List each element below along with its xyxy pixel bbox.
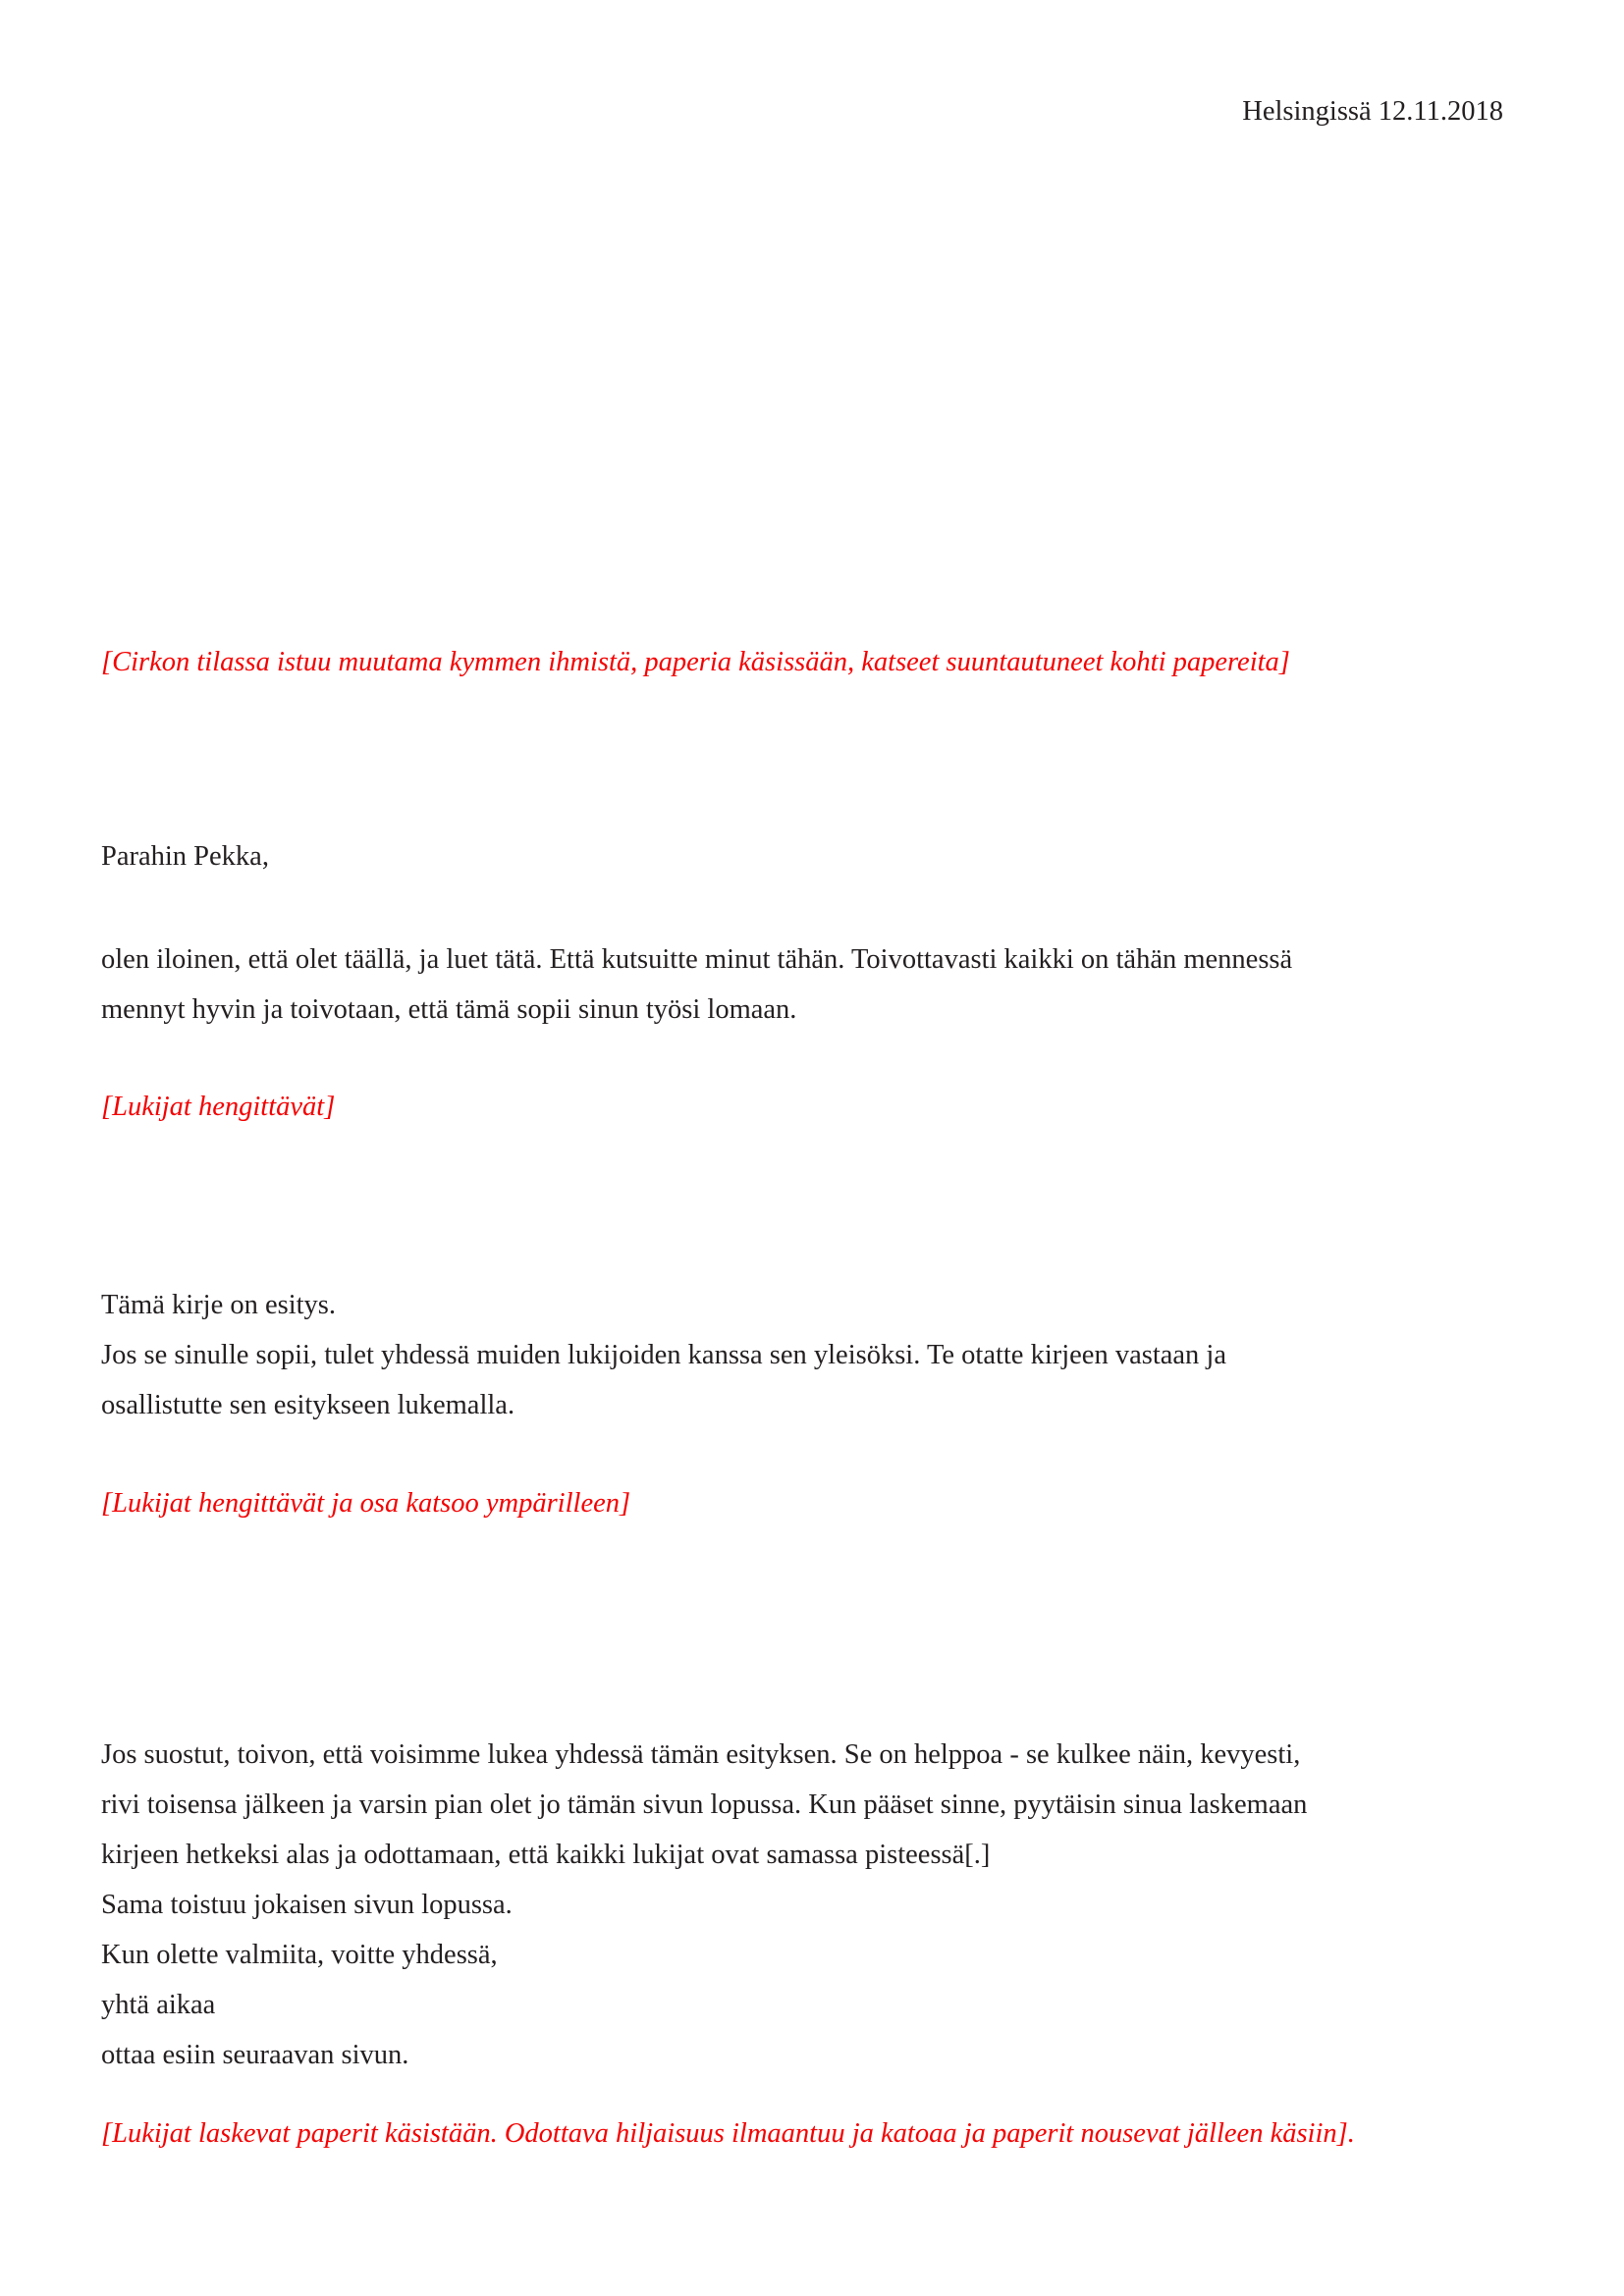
- paragraph-2-line-2: Jos se sinulle sopii, tulet yhdessä muiden lukijoiden kanssa sen yleisöksi. Te otatte kirjeen vastaan ja: [101, 1340, 1226, 1370]
- paragraph-1-line-2: mennyt hyvin ja toivotaan, että tämä sopii sinun työsi lomaan.: [101, 994, 797, 1025]
- paragraph-2-line-3: osallistutte sen esitykseen lukemalla.: [101, 1390, 515, 1420]
- paragraph-3-line-3: kirjeen hetkeksi alas ja odottamaan, että kaikki lukijat ovat samassa pisteessä[.]: [101, 1840, 991, 1870]
- stage-direction-4: [Lukijat laskevat paperit käsistään. Odottava hiljaisuus ilmaantuu ja katoaa ja paperit nousevat jälleen käsiin].: [101, 2118, 1355, 2149]
- paragraph-3: [101, 1730, 1307, 2080]
- paragraph-2: [101, 1280, 1226, 1430]
- dateline: Helsingissä 12.11.2018: [1242, 96, 1503, 127]
- stage-direction-1: [Cirkon tilassa istuu muutama kymmen ihmistä, paperia käsissään, katseet suuntautuneet kohti papereita]: [101, 647, 1290, 677]
- stage-direction-2: [Lukijat hengittävät]: [101, 1092, 336, 1122]
- paragraph-3-line-7: ottaa esiin seuraavan sivun.: [101, 2040, 409, 2070]
- paragraph-2-line-1: Tämä kirje on esitys.: [101, 1290, 337, 1320]
- paragraph-3-line-4: Sama toistuu jokaisen sivun lopussa.: [101, 1890, 513, 1920]
- paragraph-1-line-1: olen iloinen, että olet täällä, ja luet tätä. Että kutsuitte minut tähän. Toivottavasti kaikki on tähän mennessä: [101, 944, 1293, 975]
- stage-direction-3: [Lukijat hengittävät ja osa katsoo ympärilleen]: [101, 1488, 631, 1519]
- paragraph-3-line-6: yhtä aikaa: [101, 1990, 216, 2020]
- paragraph-3-line-1: Jos suostut, toivon, että voisimme lukea yhdessä tämän esityksen. Se on helppoa - se kulkee näin, kevyesti,: [101, 1739, 1301, 1770]
- salutation: Parahin Pekka,: [101, 841, 269, 872]
- paragraph-3-line-2: rivi toisensa jälkeen ja varsin pian olet jo tämän sivun lopussa. Kun pääset sinne, pyytäisin sinua laskemaan: [101, 1789, 1308, 1820]
- paragraph-1: [101, 934, 1292, 1035]
- paragraph-3-line-5: Kun olette valmiita, voitte yhdessä,: [101, 1940, 498, 1970]
